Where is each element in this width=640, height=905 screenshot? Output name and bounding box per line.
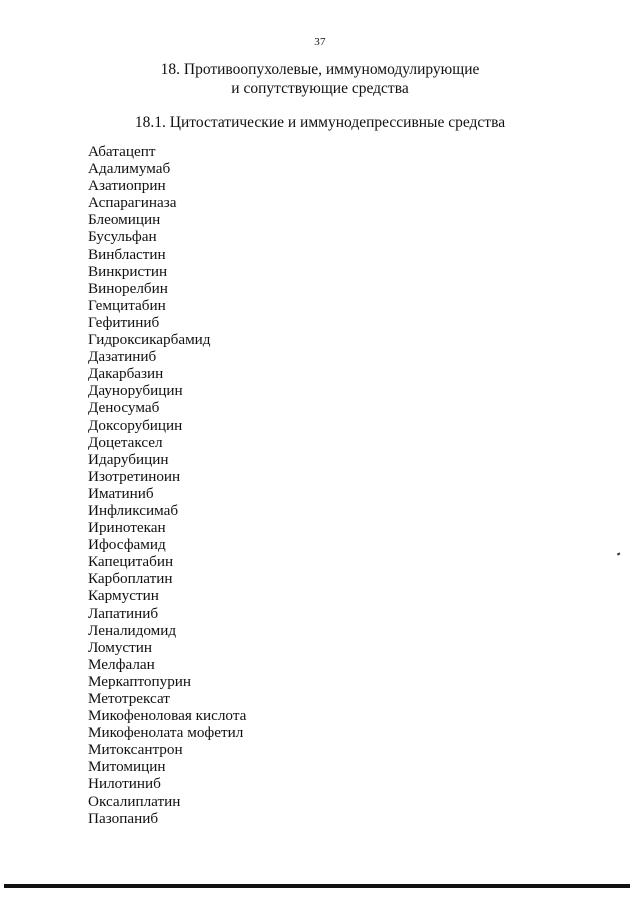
drug-list-item: Гидроксикарбамид <box>88 331 211 349</box>
drug-list-item: Ломустин <box>88 638 153 656</box>
scan-mark <box>617 552 620 555</box>
section-title-line-2: и сопутствующие средства <box>231 80 409 97</box>
drug-list-item: Микофеноловая кислота <box>88 707 247 725</box>
drug-list-item: Адалимумаб <box>88 160 171 178</box>
drug-list-item: Иринотекан <box>88 519 166 537</box>
subsection-title: 18.1. Цитостатические и иммунодепрессивные средства <box>134 114 506 131</box>
drug-list-item: Гемцитабин <box>88 296 166 314</box>
footer-rule <box>4 884 630 888</box>
page-number: 37 <box>314 36 326 48</box>
drug-list-item: Аспарагиназа <box>88 194 177 212</box>
drug-list-item: Митомицин <box>88 758 166 776</box>
drug-list <box>88 143 246 827</box>
drug-list-item: Доксорубицин <box>88 416 183 434</box>
drug-list-item: Микофенолата мофетил <box>88 724 244 742</box>
drug-list-item: Дакарбазин <box>88 365 164 383</box>
drug-list-item: Метотрексат <box>88 690 170 707</box>
drug-list-item: Идарубицин <box>88 450 169 468</box>
drug-list-item: Карбоплатин <box>88 570 173 588</box>
drug-list-item: Инфликсимаб <box>88 501 179 519</box>
drug-list-item: Ифосфамид <box>88 536 166 554</box>
drug-list-item: Винорелбин <box>88 279 168 297</box>
drug-list-item: Лапатиниб <box>88 604 159 622</box>
drug-list-item: Блеомицин <box>88 211 161 229</box>
drug-list-item: Винкристин <box>88 262 168 280</box>
drug-list-item: Бусульфан <box>88 228 157 246</box>
section-title <box>0 60 640 98</box>
section-title-line-1: 18. Противоопухолевые, иммуномодулирующие <box>160 61 480 78</box>
drug-list-item: Даунорубицин <box>88 382 183 400</box>
drug-list-item: Митоксантрон <box>88 741 183 759</box>
drug-list-item: Винбластин <box>88 245 166 263</box>
drug-list-item: Меркаптопурин <box>88 672 192 690</box>
drug-list-item: Деносумаб <box>88 399 160 417</box>
drug-list-item: Иматиниб <box>88 484 154 502</box>
drug-list-item: Абатацепт <box>88 143 156 160</box>
drug-list-item: Доцетаксел <box>88 433 163 451</box>
drug-list-item: Капецитабин <box>88 553 174 571</box>
drug-list-item: Пазопаниб <box>88 809 159 827</box>
drug-list-item: Мелфалан <box>88 655 155 673</box>
drug-list-item: Азатиоприн <box>88 177 166 195</box>
drug-list-item: Кармустин <box>88 587 159 605</box>
drug-list-item: Гефитиниб <box>88 313 160 331</box>
drug-list-item: Дазатиниб <box>88 348 157 366</box>
drug-list-item: Леналидомид <box>88 621 177 639</box>
drug-list-item: Изотретиноин <box>88 467 181 485</box>
drug-list-item: Нилотиниб <box>88 775 161 793</box>
drug-list-item: Оксалиплатин <box>88 792 181 810</box>
